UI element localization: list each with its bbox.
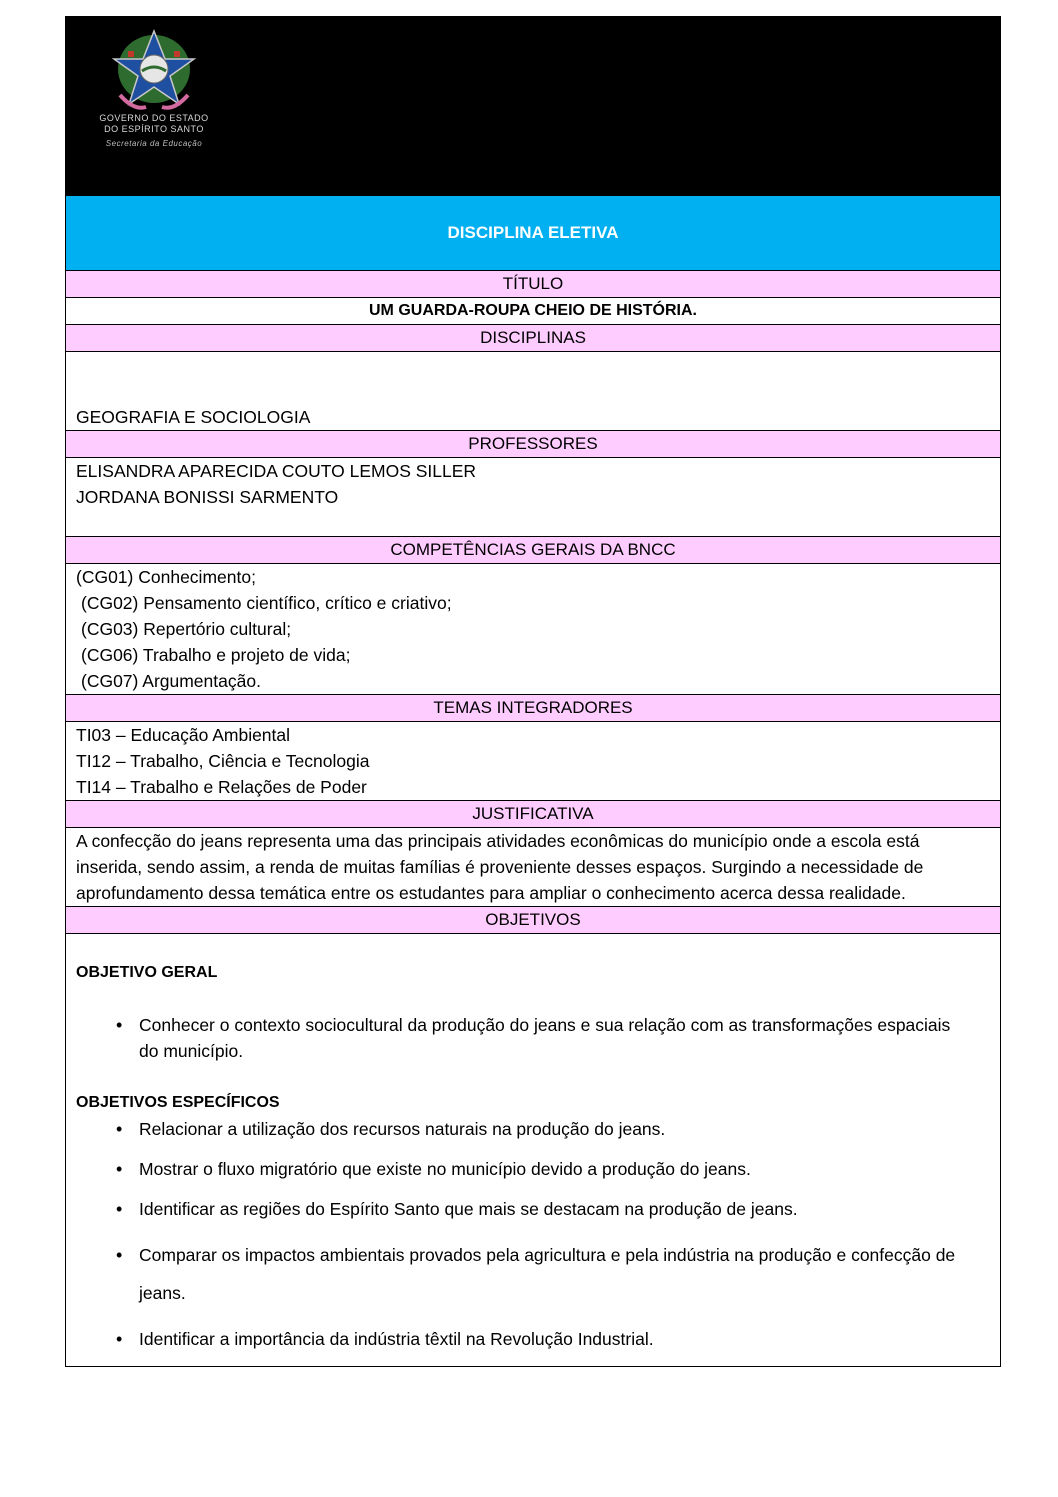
document-table (65, 16, 1001, 1367)
section-competencias: COMPETÊNCIAS GERAIS DA BNCC (66, 537, 1000, 564)
professor-name: JORDANA BONISSI SARMENTO (76, 487, 339, 507)
list-item: • Identificar a importância da indústria têxtil na Revolução Industrial. (76, 1326, 990, 1352)
gov-line-1: GOVERNO DO ESTADO (99, 113, 209, 123)
objetivos-especificos-heading: OBJETIVOS ESPECÍFICOS (76, 1094, 280, 1111)
section-objetivos: OBJETIVOS (66, 907, 1000, 934)
section-disciplinas: DISCIPLINAS (66, 325, 1000, 352)
section-temas: TEMAS INTEGRADORES (66, 695, 1000, 722)
competencia-item: (CG03) Repertório cultural; (81, 619, 292, 639)
section-titulo: TÍTULO (66, 271, 1000, 298)
list-item: • Conhecer o contexto sociocultural da produção do jeans e sua relação com as transformações espaciais do município. (76, 1012, 990, 1064)
list-item: • Relacionar a utilização dos recursos naturais na produção do jeans. (76, 1116, 990, 1142)
header-banner (66, 17, 1000, 196)
band-title: DISCIPLINA ELETIVA (66, 196, 1000, 271)
tema-item: TI03 – Educação Ambiental (76, 725, 291, 745)
competencia-item: (CG02) Pensamento científico, crítico e criativo; (81, 593, 452, 613)
gov-line-2: DO ESPÍRITO SANTO (104, 124, 204, 134)
tema-item: TI12 – Trabalho, Ciência e Tecnologia (76, 751, 370, 771)
objetivo-geral-heading: OBJETIVO GERAL (76, 964, 218, 981)
objetivo-geral-list (76, 1012, 990, 1064)
justificativa-text: A confecção do jeans representa uma das principais atividades econômicas do município onde a escola está inserida, sendo assim, a renda de muitas famílias é proveniente desses espaços. Surgindo a necessidade de aprofundamento dessa temática entre os estudantes para ampliar o conhecimento acerca dessa realidade. (66, 828, 1000, 907)
tema-item: TI14 – Trabalho e Relações de Poder (76, 777, 367, 797)
government-caption (84, 113, 224, 149)
professor-name: ELISANDRA APARECIDA COUTO LEMOS SILLER (76, 461, 477, 481)
section-justificativa: JUSTIFICATIVA (66, 801, 1000, 828)
competencia-item: (CG01) Conhecimento; (76, 567, 256, 587)
gov-motto: Secretaria da Educação (105, 139, 203, 148)
professores-list (66, 458, 1000, 537)
titulo-value: UM GUARDA-ROUPA CHEIO DE HISTÓRIA. (66, 298, 1000, 325)
disciplinas-value: GEOGRAFIA E SOCIOLOGIA (66, 352, 1000, 431)
competencia-item: (CG07) Argumentação. (81, 671, 261, 691)
list-item: • Mostrar o fluxo migratório que existe no município devido a produção do jeans. (76, 1156, 990, 1182)
objetivos-especificos-list (76, 1116, 990, 1352)
list-item: • Comparar os impactos ambientais provados pela agricultura e pela indústria na produção e confecção de jeans. (76, 1236, 990, 1312)
section-professores: PROFESSORES (66, 431, 1000, 458)
temas-list (66, 722, 1000, 801)
competencias-list (66, 564, 1000, 695)
list-item: • Identificar as regiões do Espírito Santo que mais se destacam na produção de jeans. (76, 1196, 990, 1222)
objetivos-content (66, 934, 1000, 1366)
competencia-item: (CG06) Trabalho e projeto de vida; (81, 645, 351, 665)
